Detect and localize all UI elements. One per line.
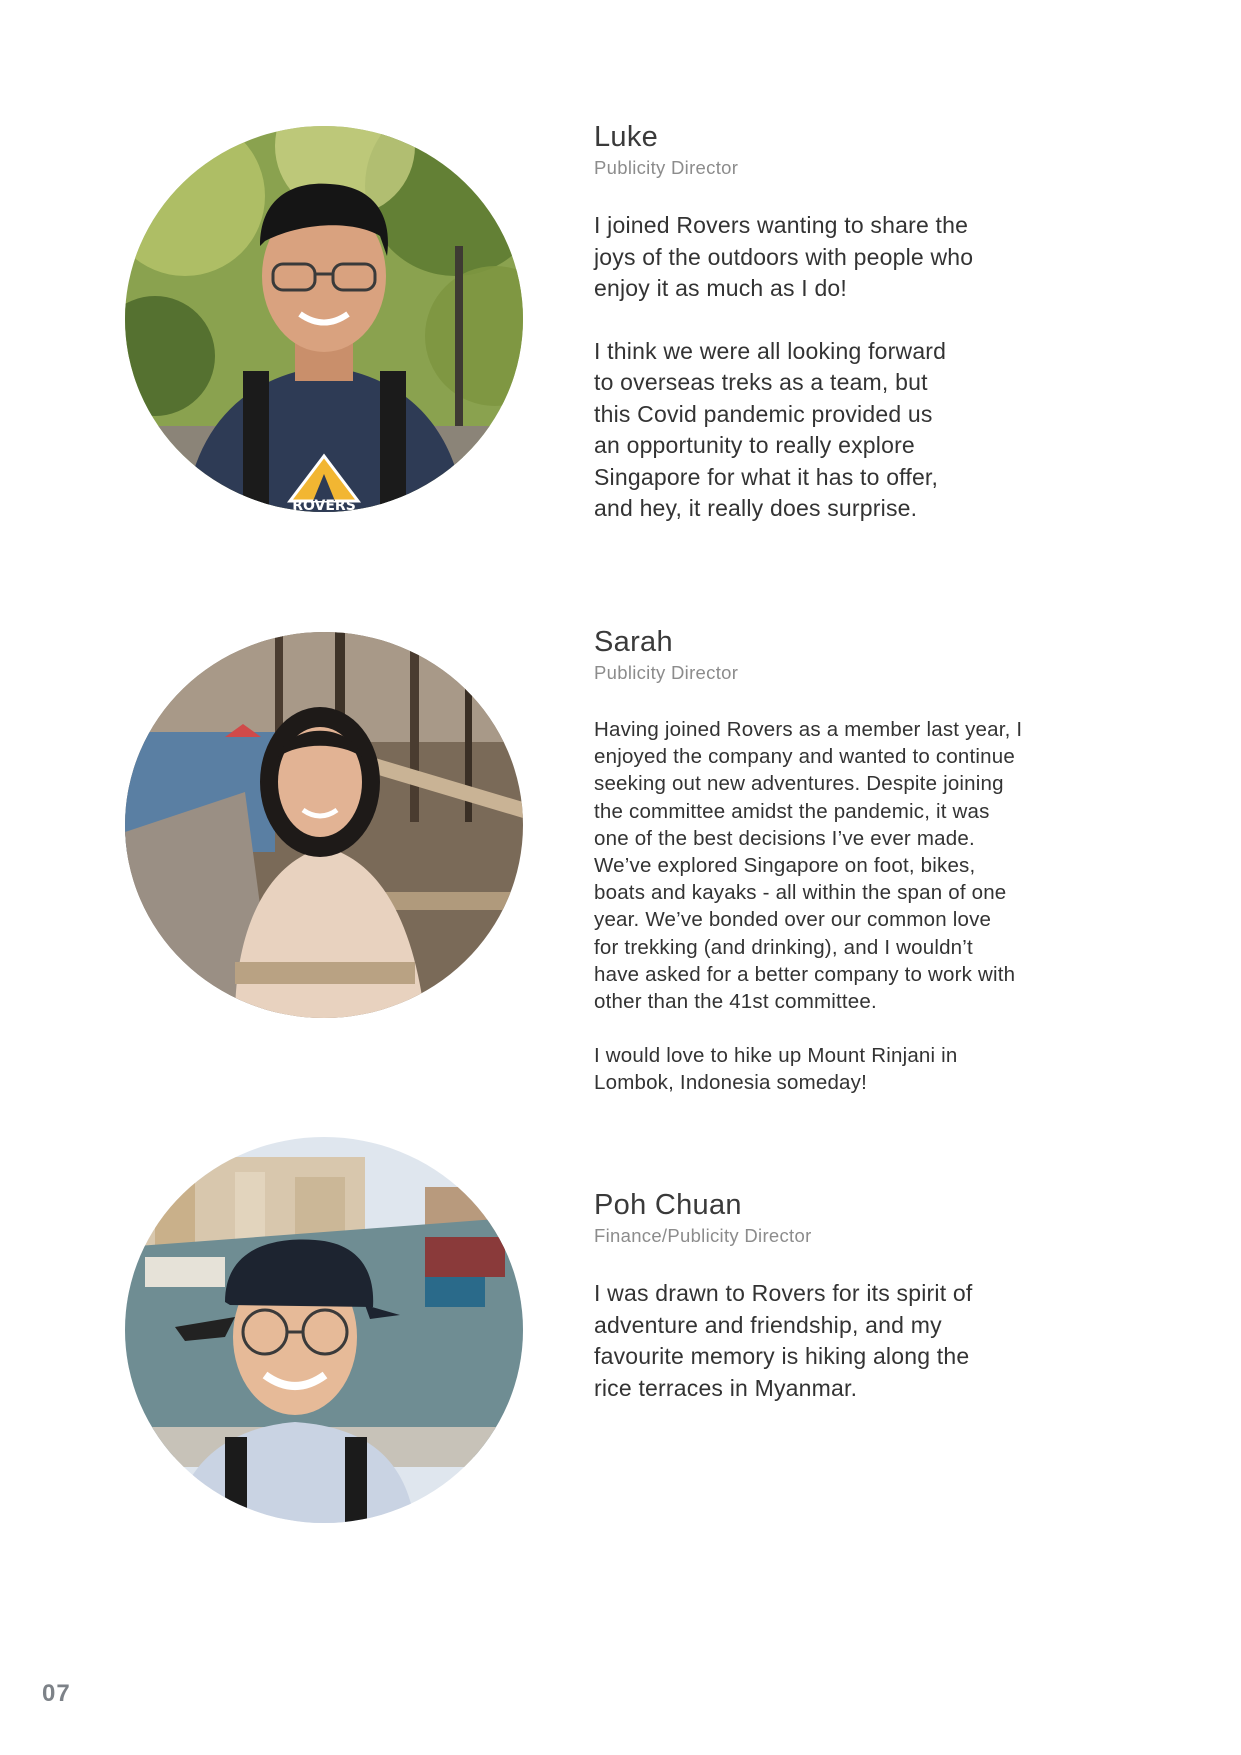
text-line: other than the 41st committee. xyxy=(594,990,877,1014)
luke-paragraph-2 xyxy=(594,336,1054,525)
text-line: We’ve explored Singapore on foot, bikes, xyxy=(594,854,976,878)
text-line: to overseas treks as a team, but xyxy=(594,369,928,395)
text-line: I think we were all looking forward xyxy=(594,337,947,364)
poh-chuan-photo xyxy=(125,1137,523,1523)
text-line: have asked for a better company to work with xyxy=(594,962,1016,986)
text-line: enjoy it as much as I do! xyxy=(594,275,848,301)
poh-chuan-paragraph-1 xyxy=(594,1278,1054,1404)
text-line: rice terraces in Myanmar. xyxy=(594,1374,858,1401)
text-line: Lombok, Indonesia someday! xyxy=(594,1071,868,1095)
text-line: I joined Rovers wanting to share the xyxy=(594,212,969,238)
sarah-paragraph-2 xyxy=(594,1042,1054,1096)
page-number: 07 xyxy=(42,1680,71,1707)
sarah-role: Publicity Director xyxy=(594,662,739,683)
text-line: boats and kayaks - all within the span of one xyxy=(594,881,1007,905)
luke-shirt-text: ROVERS xyxy=(292,498,356,512)
luke-photo xyxy=(125,126,523,512)
text-line: I would love to hike up Mount Rinjani in xyxy=(594,1044,958,1068)
sarah-paragraph-1 xyxy=(594,716,1054,1015)
text-line: favourite memory is hiking along the xyxy=(594,1343,970,1369)
luke-name: Luke xyxy=(594,121,659,153)
text-line: seeking out new adventures. Despite joining xyxy=(594,772,1004,796)
text-line: joys of the outdoors with people who xyxy=(594,243,974,270)
luke-photo-illustration xyxy=(125,126,523,512)
text-line: enjoyed the company and wanted to continue xyxy=(594,745,1015,769)
text-line: Singapore for what it has to offer, xyxy=(594,463,939,490)
text-line: Having joined Rovers as a member last year, I xyxy=(594,718,1023,741)
sarah-name: Sarah xyxy=(594,626,673,658)
poh-chuan-name: Poh Chuan xyxy=(594,1189,742,1221)
text-line: year. We’ve bonded over our common love xyxy=(594,908,992,932)
luke-paragraph-1 xyxy=(594,210,1054,305)
sarah-photo-illustration xyxy=(125,632,523,1018)
text-line: I was drawn to Rovers for its spirit of xyxy=(594,1280,973,1306)
luke-bio xyxy=(594,120,1054,525)
text-line: an opportunity to really explore xyxy=(594,432,915,458)
poh-chuan-bio xyxy=(594,1188,1054,1404)
text-line: this Covid pandemic provided us xyxy=(594,400,933,427)
sarah-bio xyxy=(594,625,1054,1097)
text-line: one of the best decisions I’ve ever made. xyxy=(594,826,975,850)
sarah-photo xyxy=(125,632,523,1018)
poh-chuan-photo-illustration xyxy=(125,1137,523,1523)
text-line: the committee amidst the pandemic, it was xyxy=(594,799,990,823)
text-line: and hey, it really does surprise. xyxy=(594,495,918,521)
text-line: for trekking (and drinking), and I wouldn’t xyxy=(594,935,973,959)
poh-chuan-role: Finance/Publicity Director xyxy=(594,1225,812,1246)
text-line: adventure and friendship, and my xyxy=(594,1311,942,1338)
luke-role: Publicity Director xyxy=(594,157,739,178)
